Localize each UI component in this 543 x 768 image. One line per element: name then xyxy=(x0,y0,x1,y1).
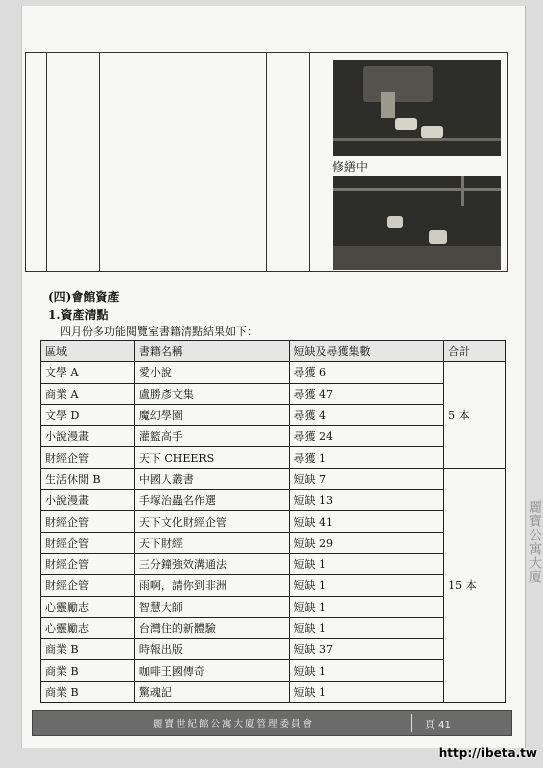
cell-count: 短缺 13 xyxy=(289,490,444,511)
table-row xyxy=(41,681,506,702)
section-heading: (四)會館資產 xyxy=(48,290,120,304)
table-row xyxy=(41,362,506,383)
cell-count: 短缺 1 xyxy=(289,660,444,681)
table-row xyxy=(41,532,506,553)
cell-book-name: 天下財經 xyxy=(134,532,289,553)
book-inventory-table xyxy=(40,340,506,703)
cell-area: 文學 D xyxy=(41,404,135,425)
cell-book-name: 愛小說 xyxy=(134,362,289,383)
cell-count: 短缺 29 xyxy=(289,532,444,553)
table-row xyxy=(41,383,506,404)
cell-book-name: 天下 CHEERS xyxy=(134,447,289,468)
cell-count: 尋獲 4 xyxy=(289,404,444,425)
cell-area: 商業 B xyxy=(41,660,135,681)
cell-book-name: 手塚治蟲名作選 xyxy=(134,490,289,511)
page-footer xyxy=(32,710,512,736)
cell-total: 5 本 xyxy=(444,362,506,468)
table-row xyxy=(41,468,506,489)
cell-count: 短缺 1 xyxy=(289,617,444,638)
footer-organization: 麗寶世紀館公寓大廈管理委員會 xyxy=(153,719,315,730)
cell-area: 商業 A xyxy=(41,383,135,404)
cell-area: 商業 B xyxy=(41,681,135,702)
header-book-name: 書籍名稱 xyxy=(134,341,289,362)
table-row xyxy=(41,660,506,681)
cell-area: 心靈勵志 xyxy=(41,617,135,638)
photo-caption: 修繕中 xyxy=(332,160,369,174)
table-row xyxy=(41,575,506,596)
table-row xyxy=(41,639,506,660)
cell-book-name: 咖啡王國傳奇 xyxy=(134,660,289,681)
cell-area: 文學 A xyxy=(41,362,135,383)
repair-photo-2 xyxy=(333,176,501,270)
table-row xyxy=(41,617,506,638)
table-row xyxy=(41,426,506,447)
cell-book-name: 三分鐘強效溝通法 xyxy=(134,553,289,574)
header-total: 合計 xyxy=(444,341,506,362)
table-row xyxy=(41,447,506,468)
table-row xyxy=(41,596,506,617)
cell-area: 商業 B xyxy=(41,639,135,660)
table-header-row xyxy=(41,341,506,362)
cell-area: 財經企管 xyxy=(41,575,135,596)
cell-count: 短缺 41 xyxy=(289,511,444,532)
cell-count: 短缺 1 xyxy=(289,553,444,574)
cell-count: 短缺 1 xyxy=(289,596,444,617)
watermark-url: http://ibeta.tw xyxy=(438,746,537,760)
cell-count: 尋獲 47 xyxy=(289,383,444,404)
cell-count: 尋獲 6 xyxy=(289,362,444,383)
repair-photo-1 xyxy=(333,60,501,156)
subsection-heading: 1.資產清點 xyxy=(48,308,109,322)
cell-book-name: 智慧大師 xyxy=(134,596,289,617)
page-number: 頁 41 xyxy=(425,720,451,731)
cell-total: 15 本 xyxy=(444,468,506,702)
cell-area: 心靈勵志 xyxy=(41,596,135,617)
cell-count: 短缺 1 xyxy=(289,681,444,702)
header-area: 區域 xyxy=(41,341,135,362)
header-count: 短缺及尋獲集數 xyxy=(289,341,444,362)
cell-book-name: 中國人叢書 xyxy=(134,468,289,489)
cell-book-name: 魔幻學園 xyxy=(134,404,289,425)
cell-book-name: 台灣住的新體驗 xyxy=(134,617,289,638)
cell-count: 短缺 37 xyxy=(289,639,444,660)
cell-book-name: 盧勝彥文集 xyxy=(134,383,289,404)
cell-area: 小說漫畫 xyxy=(41,426,135,447)
cell-area: 財經企管 xyxy=(41,511,135,532)
cell-book-name: 驚魂記 xyxy=(134,681,289,702)
cell-count: 尋獲 24 xyxy=(289,426,444,447)
cell-area: 生活休閒 B xyxy=(41,468,135,489)
cell-count: 短缺 1 xyxy=(289,575,444,596)
table-row xyxy=(41,404,506,425)
table-row xyxy=(41,490,506,511)
cell-area: 財經企管 xyxy=(41,447,135,468)
cell-count: 短缺 7 xyxy=(289,468,444,489)
table-row xyxy=(41,511,506,532)
cell-book-name: 灌籃高手 xyxy=(134,426,289,447)
cell-book-name: 雨啊，請你到非洲 xyxy=(134,575,289,596)
intro-text: 四月份多功能閱覽室書籍清點結果如下： xyxy=(60,325,258,338)
bleed-through-text: 麗寶公寓大廈 xyxy=(526,500,541,584)
table-row xyxy=(41,553,506,574)
cell-area: 小說漫畫 xyxy=(41,490,135,511)
cell-book-name: 時報出版 xyxy=(134,639,289,660)
cell-book-name: 天下文化財經企管 xyxy=(134,511,289,532)
cell-area: 財經企管 xyxy=(41,532,135,553)
cell-count: 尋獲 1 xyxy=(289,447,444,468)
cell-area: 財經企管 xyxy=(41,553,135,574)
